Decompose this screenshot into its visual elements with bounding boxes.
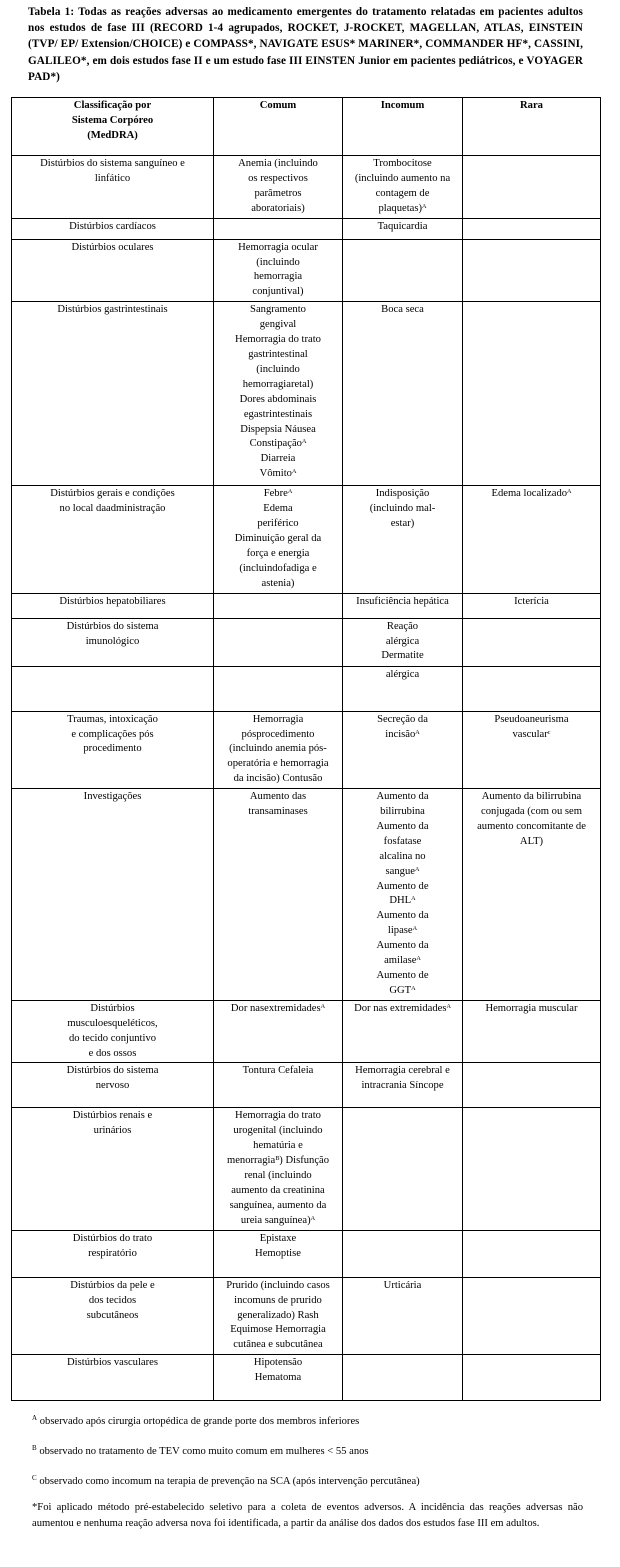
header-rare: Rara <box>463 98 601 156</box>
classification-cell: Distúrbios hepatobiliares <box>12 593 214 618</box>
rare-cell <box>463 618 601 666</box>
rare-cell: Hemorragia muscular <box>463 1000 601 1063</box>
rare-cell: Icterícia <box>463 593 601 618</box>
table-row <box>12 1000 601 1063</box>
header-common: Comum <box>214 98 343 156</box>
classification-cell: Distúrbios do sistema imunológico <box>12 618 214 666</box>
classification-cell <box>12 666 214 711</box>
common-cell: Tontura Cefaleia <box>214 1063 343 1108</box>
uncommon-cell: Reação alérgica Dermatite <box>343 618 463 666</box>
common-cell: Hemorragia pósprocedimento (incluindo anemia pós- operatória e hemorragia da incisão) Contusão <box>214 711 343 789</box>
uncommon-cell <box>343 239 463 302</box>
footnotes <box>32 1410 583 1542</box>
common-cell: Hemorragia do trato urogenital (incluindo hematúria e menorragiaᴮ) Disfunção renal (incluindo aumento da creatinina sanguínea, aumento da ureia sanguínea)ᴬ <box>214 1108 343 1230</box>
rare-cell: Pseudoaneurisma vascularᶜ <box>463 711 601 789</box>
table-row <box>12 1230 601 1277</box>
classification-cell: Distúrbios renais e urinários <box>12 1108 214 1230</box>
classification-cell: Investigações <box>12 789 214 1001</box>
table-row <box>12 593 601 618</box>
classification-cell: Distúrbios da pele e dos tecidos subcutâneos <box>12 1277 214 1355</box>
uncommon-cell: Dor nas extremidadesᴬ <box>343 1000 463 1063</box>
classification-cell: Distúrbios do trato respiratório <box>12 1230 214 1277</box>
rare-cell <box>463 218 601 239</box>
common-cell: Hemorragia ocular (incluindo hemorragia conjuntival) <box>214 239 343 302</box>
common-cell: Hipotensão Hematoma <box>214 1355 343 1401</box>
table-row <box>12 302 601 486</box>
common-cell: Dor nasextremidadesᴬ <box>214 1000 343 1063</box>
methodology-note: *Foi aplicado método pré-estabelecido seletivo para a coleta de eventos adversos. A incidência das reações adversas não aumentou e nenhuma reação adversa nova foi identificada, a partir da análise dos dados dos estudos fase III em adultos. <box>32 1502 583 1529</box>
classification-cell: Distúrbios gerais e condições no local daadministração <box>12 486 214 593</box>
table-row <box>12 1063 601 1108</box>
rare-cell <box>463 156 601 219</box>
classification-cell: Traumas, intoxicação e complicações pós procedimento <box>12 711 214 789</box>
rare-cell <box>463 1108 601 1230</box>
classification-cell: Distúrbios do sistema nervoso <box>12 1063 214 1108</box>
header-classification: Classificação por Sistema Corpóreo (MedDRA) <box>12 98 214 156</box>
rare-cell: Edema localizadoᴬ <box>463 486 601 593</box>
rare-cell <box>463 1277 601 1355</box>
table-row <box>12 711 601 789</box>
footnote-b: $^B$ observado no tratamento de TEV como muito comum em mulheres < 55 anos <box>32 1444 369 1457</box>
uncommon-cell: Secreção da incisãoᴬ <box>343 711 463 789</box>
table-row <box>12 486 601 593</box>
rare-cell <box>463 1355 601 1401</box>
common-cell: Sangramento gengival Hemorragia do trato gastrintestinal (incluindo hemorragiaretal) Dores abdominais egastrintestinais Dispepsia Náusea Constipaçãoᴬ Diarreia Vômitoᴬ <box>214 302 343 486</box>
common-cell: Prurido (incluindo casos incomuns de prurido generalizado) Rash Equimose Hemorragia cutânea e subcutânea <box>214 1277 343 1355</box>
common-cell: Anemia (incluindo os respectivos parâmetros aboratoriais) <box>214 156 343 219</box>
uncommon-cell <box>343 1230 463 1277</box>
table-row <box>12 666 601 711</box>
uncommon-cell: Trombocitose (incluindo aumento na contagem de plaquetas)ᴬ <box>343 156 463 219</box>
table-body <box>12 156 601 1401</box>
table-row <box>12 1108 601 1230</box>
table-row <box>12 618 601 666</box>
common-cell <box>214 218 343 239</box>
classification-cell: Distúrbios do sistema sanguíneo e linfático <box>12 156 214 219</box>
footnote-a: $^A$ observado após cirurgia ortopédica de grande porte dos membros inferiores <box>32 1414 360 1427</box>
rare-cell <box>463 1063 601 1108</box>
uncommon-cell: Hemorragia cerebral e intracrania Síncope <box>343 1063 463 1108</box>
uncommon-cell: Boca seca <box>343 302 463 486</box>
common-cell <box>214 618 343 666</box>
rare-cell <box>463 666 601 711</box>
rare-cell <box>463 1230 601 1277</box>
header-uncommon: Incomum <box>343 98 463 156</box>
classification-cell: Distúrbios oculares <box>12 239 214 302</box>
table-row <box>12 1277 601 1355</box>
common-cell: Febreᴬ Edema periférico Diminuição geral da força e energia (incluindofadiga e astenia) <box>214 486 343 593</box>
classification-cell: Distúrbios vasculares <box>12 1355 214 1401</box>
table-title: Tabela 1: Todas as reações adversas ao medicamento emergentes do tratamento relatadas em pacientes adultos nos estudos de fase III (RECORD 1-4 agrupados, ROCKET, J-ROCKET, MAGELLAN, ATLAS, EINSTEIN (TVP/ EP/ Extension/CHOICE) e COMPASS*, NAVIGATE ESUS* MARINER*, COMMANDER HF*, CASSINI, GALILEO*, em dois estudos fase II e um estudo fase III EINSTEN Junior em pacientes pediátricos, e VOYAGER PAD*) <box>28 6 583 83</box>
common-cell <box>214 666 343 711</box>
common-cell <box>214 593 343 618</box>
footnote-c: $^C$ observado como incomum na terapia de prevenção na SCA (após intervenção percutânea) <box>32 1474 420 1487</box>
uncommon-cell: Urticária <box>343 1277 463 1355</box>
table-row <box>12 1355 601 1401</box>
table-row <box>12 218 601 239</box>
common-cell: Aumento das transaminases <box>214 789 343 1001</box>
uncommon-cell: Insuficiência hepática <box>343 593 463 618</box>
table-header-row <box>12 98 601 156</box>
uncommon-cell: alérgica <box>343 666 463 711</box>
adverse-reactions-table <box>11 97 601 1401</box>
rare-cell <box>463 239 601 302</box>
table-row <box>12 156 601 219</box>
table-row <box>12 789 601 1001</box>
rare-cell: Aumento da bilirrubina conjugada (com ou sem aumento concomitante de ALT) <box>463 789 601 1001</box>
uncommon-cell <box>343 1108 463 1230</box>
uncommon-cell: Taquicardia <box>343 218 463 239</box>
table-row <box>12 239 601 302</box>
classification-cell: Distúrbios musculoesqueléticos, do tecido conjuntivo e dos ossos <box>12 1000 214 1063</box>
classification-cell: Distúrbios cardíacos <box>12 218 214 239</box>
uncommon-cell <box>343 1355 463 1401</box>
uncommon-cell: Indisposição (incluindo mal- estar) <box>343 486 463 593</box>
rare-cell <box>463 302 601 486</box>
classification-cell: Distúrbios gastrintestinais <box>12 302 214 486</box>
uncommon-cell: Aumento da bilirrubina Aumento da fosfatase alcalina no sangueᴬ Aumento de DHLᴬ Aumento da lipaseᴬ Aumento da amilaseᴬ Aumento de GGTᴬ <box>343 789 463 1001</box>
common-cell: Epistaxe Hemoptise <box>214 1230 343 1277</box>
